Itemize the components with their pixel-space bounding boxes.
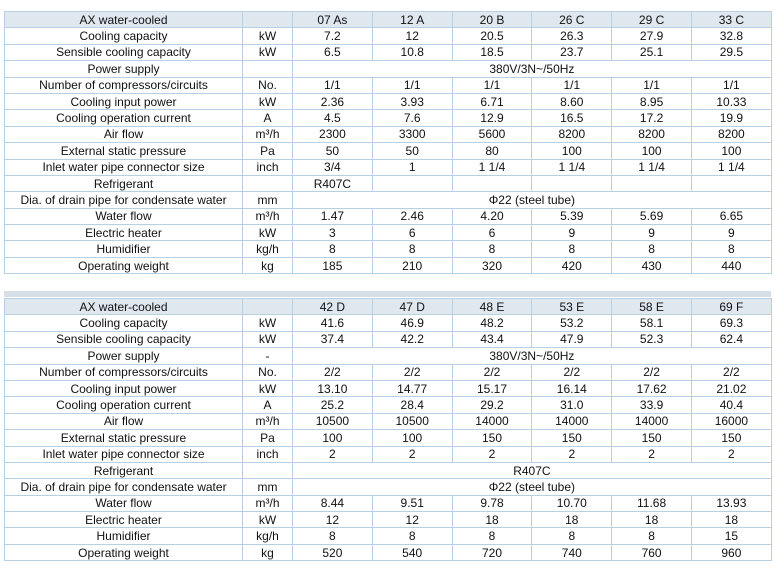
table-row [5,44,772,60]
row-label: Cooling input power [5,380,243,396]
row-value: 1 1/4 [612,159,692,175]
row-value: 5600 [452,126,532,142]
row-label: Air flow [5,413,243,429]
row-value: 47.9 [532,331,612,347]
row-value: 14000 [532,413,612,429]
row-value: 9.51 [372,495,452,511]
table-row [5,159,772,175]
row-value: 100 [532,143,612,159]
row-value: 20.5 [452,28,532,44]
model-name: 33 C [691,12,771,28]
row-label: Air flow [5,126,243,142]
row-value: 2 [691,446,771,462]
row-value: 17.2 [612,110,692,126]
row-value: 43.4 [452,331,532,347]
row-unit: kW [243,44,293,60]
row-value: 320 [452,257,532,273]
row-unit: mm [243,192,293,208]
row-value: 18 [691,512,771,528]
row-value: 7.6 [372,110,452,126]
row-unit: m³/h [243,208,293,224]
row-value: 2/2 [532,364,612,380]
row-value: 19.9 [691,110,771,126]
row-value: 14.77 [372,380,452,396]
row-value: 150 [452,430,532,446]
row-label: Humidifier [5,241,243,257]
table-row [5,225,772,241]
row-label: Cooling capacity [5,315,243,331]
row-value: 16000 [691,413,771,429]
table-row [5,479,772,495]
table-row [5,413,772,429]
row-merged-value: 380V/3N~/50Hz [293,348,772,364]
row-label: Power supply [5,61,243,77]
row-label: Inlet water pipe connector size [5,159,243,175]
row-value: 12 [372,512,452,528]
table-row [5,61,772,77]
row-value: 13.93 [691,495,771,511]
row-value: 3.93 [372,93,452,109]
row-value: 8200 [612,126,692,142]
row-label: Refrigerant [5,175,243,191]
row-value: 12 [293,512,373,528]
row-label: Power supply [5,348,243,364]
table-row [5,331,772,347]
row-value: 25.1 [612,44,692,60]
row-value [612,175,692,191]
row-value: 14000 [612,413,692,429]
row-value: 100 [372,430,452,446]
table-row [5,28,772,44]
table-row [5,126,772,142]
row-value: 25.2 [293,397,373,413]
row-value: 32.8 [691,28,771,44]
row-value: 2.36 [293,93,373,109]
row-value: 960 [691,544,771,560]
header-label: AX water-cooled [5,299,243,315]
row-value: 17.62 [612,380,692,396]
row-value: 2/2 [691,364,771,380]
row-label: Cooling operation current [5,397,243,413]
row-value: 69.3 [691,315,771,331]
row-value: 15.17 [452,380,532,396]
row-value: 1 1/4 [532,159,612,175]
row-label: Dia. of drain pipe for condensate water [5,192,243,208]
row-value [452,175,532,191]
row-value: 440 [691,257,771,273]
row-label: Number of compressors/circuits [5,364,243,380]
row-unit: kW [243,28,293,44]
table-row [5,241,772,257]
row-value: 10.8 [372,44,452,60]
model-name: 42 D [293,299,373,315]
row-value: 6.65 [691,208,771,224]
row-label: Humidifier [5,528,243,544]
header-unit [243,299,293,315]
row-value: 6 [372,225,452,241]
model-name: 53 E [532,299,612,315]
row-value: 12.9 [452,110,532,126]
table-header-row [5,299,772,315]
row-value: 37.4 [293,331,373,347]
row-value: 1/1 [532,77,612,93]
table-row [5,512,772,528]
table-row [5,208,772,224]
row-value: R407C [293,175,373,191]
row-value: 8 [372,528,452,544]
model-name: 26 C [532,12,612,28]
row-value: 760 [612,544,692,560]
row-value: 2 [612,446,692,462]
row-value: 210 [372,257,452,273]
row-value: 33.9 [612,397,692,413]
row-unit: kW [243,315,293,331]
row-unit: - [243,348,293,364]
row-value: 80 [452,143,532,159]
table-row [5,110,772,126]
row-label: Inlet water pipe connector size [5,446,243,462]
row-label: External static pressure [5,430,243,446]
row-value: 2/2 [293,364,373,380]
row-value: 150 [612,430,692,446]
row-value: 1 1/4 [691,159,771,175]
row-unit: kg [243,544,293,560]
row-value: 4.5 [293,110,373,126]
row-value: 2/2 [452,364,532,380]
row-value: 4.20 [452,208,532,224]
row-unit: kg/h [243,528,293,544]
row-value: 520 [293,544,373,560]
row-value: 2 [452,446,532,462]
row-value: 6 [452,225,532,241]
row-value: 540 [372,544,452,560]
row-value: 1 1/4 [452,159,532,175]
row-value: 41.6 [293,315,373,331]
row-unit: Pa [243,430,293,446]
model-name: 29 C [612,12,692,28]
row-value: 150 [691,430,771,446]
row-value: 1.47 [293,208,373,224]
row-value: 2/2 [612,364,692,380]
row-value: 8 [452,241,532,257]
row-unit: kg/h [243,241,293,257]
row-value: 1 [372,159,452,175]
row-merged-value: R407C [293,462,772,478]
row-unit: A [243,397,293,413]
row-label: Cooling input power [5,93,243,109]
row-value: 8 [452,528,532,544]
row-value: 9.78 [452,495,532,511]
table-row [5,364,772,380]
row-label: Number of compressors/circuits [5,77,243,93]
row-unit: inch [243,159,293,175]
row-value: 2300 [293,126,373,142]
row-value: 16.14 [532,380,612,396]
row-value: 9 [612,225,692,241]
row-value: 50 [372,143,452,159]
table-row [5,430,772,446]
row-merged-value: Φ22 (steel tube) [293,192,772,208]
row-unit: kW [243,512,293,528]
row-label: Electric heater [5,225,243,241]
spec-table-1 [4,11,772,274]
row-label: Cooling operation current [5,110,243,126]
row-value: 1/1 [293,77,373,93]
table-row [5,380,772,396]
table-row [5,175,772,191]
model-name: 07 As [293,12,373,28]
row-value: 53.2 [532,315,612,331]
row-value: 1/1 [372,77,452,93]
row-label: Electric heater [5,512,243,528]
row-value: 8 [691,241,771,257]
row-value: 48.2 [452,315,532,331]
row-value: 2 [293,446,373,462]
row-value: 100 [612,143,692,159]
row-value: 12 [372,28,452,44]
row-value: 10.70 [532,495,612,511]
model-name: 12 A [372,12,452,28]
row-unit [243,175,293,191]
table-row [5,77,772,93]
row-value: 31.0 [532,397,612,413]
row-value: 9 [691,225,771,241]
row-value: 15 [691,528,771,544]
table-row [5,93,772,109]
row-unit: kW [243,380,293,396]
table-separator [4,291,771,297]
row-value: 8 [293,528,373,544]
row-value: 5.39 [532,208,612,224]
table-row [5,528,772,544]
row-value: 10.33 [691,93,771,109]
row-value: 430 [612,257,692,273]
row-value: 8200 [691,126,771,142]
model-name: 48 E [452,299,532,315]
table-row [5,397,772,413]
row-unit: No. [243,364,293,380]
table-row [5,446,772,462]
row-value: 14000 [452,413,532,429]
row-value: 1/1 [612,77,692,93]
row-value: 6.5 [293,44,373,60]
row-value: 10500 [372,413,452,429]
row-value: 13.10 [293,380,373,396]
row-value: 26.3 [532,28,612,44]
table-row [5,192,772,208]
row-value: 100 [293,430,373,446]
model-name: 47 D [372,299,452,315]
row-unit: kW [243,331,293,347]
row-unit: A [243,110,293,126]
row-value: 18 [532,512,612,528]
row-value: 8.44 [293,495,373,511]
row-unit: No. [243,77,293,93]
row-value: 11.68 [612,495,692,511]
row-value: 8.95 [612,93,692,109]
row-value: 52.3 [612,331,692,347]
row-value: 8 [293,241,373,257]
row-value: 8 [612,528,692,544]
spec-table-2 [4,298,772,561]
row-value: 27.9 [612,28,692,44]
row-value: 8.60 [532,93,612,109]
row-unit: Pa [243,143,293,159]
row-label: Operating weight [5,257,243,273]
row-label: External static pressure [5,143,243,159]
row-unit: kW [243,93,293,109]
row-unit: kg [243,257,293,273]
row-value: 100 [691,143,771,159]
row-value: 1/1 [452,77,532,93]
row-value: 720 [452,544,532,560]
row-value: 3300 [372,126,452,142]
row-value: 10500 [293,413,373,429]
row-value: 8 [532,241,612,257]
row-value: 420 [532,257,612,273]
header-label: AX water-cooled [5,12,243,28]
row-unit [243,462,293,478]
row-value: 21.02 [691,380,771,396]
model-name: 20 B [452,12,532,28]
table-row [5,348,772,364]
row-value: 2.46 [372,208,452,224]
row-value: 46.9 [372,315,452,331]
row-unit: mm [243,479,293,495]
row-value: 9 [532,225,612,241]
table-row [5,544,772,560]
table-header-row [5,12,772,28]
row-label: Cooling capacity [5,28,243,44]
row-value [691,175,771,191]
table-row [5,143,772,159]
row-merged-value: Φ22 (steel tube) [293,479,772,495]
row-unit: kW [243,225,293,241]
row-value: 29.5 [691,44,771,60]
row-unit [243,61,293,77]
row-value: 29.2 [452,397,532,413]
row-value: 16.5 [532,110,612,126]
row-value: 185 [293,257,373,273]
row-value: 3/4 [293,159,373,175]
row-value: 3 [293,225,373,241]
row-label: Water flow [5,495,243,511]
row-value: 7.2 [293,28,373,44]
row-value: 62.4 [691,331,771,347]
table-row [5,462,772,478]
row-value: 23.7 [532,44,612,60]
row-value [372,175,452,191]
model-name: 69 F [691,299,771,315]
table-row [5,257,772,273]
row-value: 8 [532,528,612,544]
row-value [532,175,612,191]
row-label: Dia. of drain pipe for condensate water [5,479,243,495]
row-unit: m³/h [243,126,293,142]
row-value: 28.4 [372,397,452,413]
row-value: 150 [532,430,612,446]
row-label: Water flow [5,208,243,224]
row-unit: inch [243,446,293,462]
row-value: 5.69 [612,208,692,224]
row-value: 1/1 [691,77,771,93]
row-value: 2 [532,446,612,462]
table-row [5,495,772,511]
row-label: Sensible cooling capacity [5,44,243,60]
row-value: 18 [452,512,532,528]
row-value: 8 [612,241,692,257]
header-unit [243,12,293,28]
row-value: 18.5 [452,44,532,60]
model-name: 58 E [612,299,692,315]
row-label: Sensible cooling capacity [5,331,243,347]
row-value: 740 [532,544,612,560]
row-value: 42.2 [372,331,452,347]
row-value: 2 [372,446,452,462]
table-row [5,315,772,331]
row-unit: m³/h [243,413,293,429]
row-value: 2/2 [372,364,452,380]
row-label: Refrigerant [5,462,243,478]
row-label: Operating weight [5,544,243,560]
row-unit: m³/h [243,495,293,511]
row-value: 58.1 [612,315,692,331]
row-value: 8200 [532,126,612,142]
row-value: 8 [372,241,452,257]
row-merged-value: 380V/3N~/50Hz [293,61,772,77]
row-value: 50 [293,143,373,159]
row-value: 18 [612,512,692,528]
row-value: 6.71 [452,93,532,109]
row-value: 40.4 [691,397,771,413]
